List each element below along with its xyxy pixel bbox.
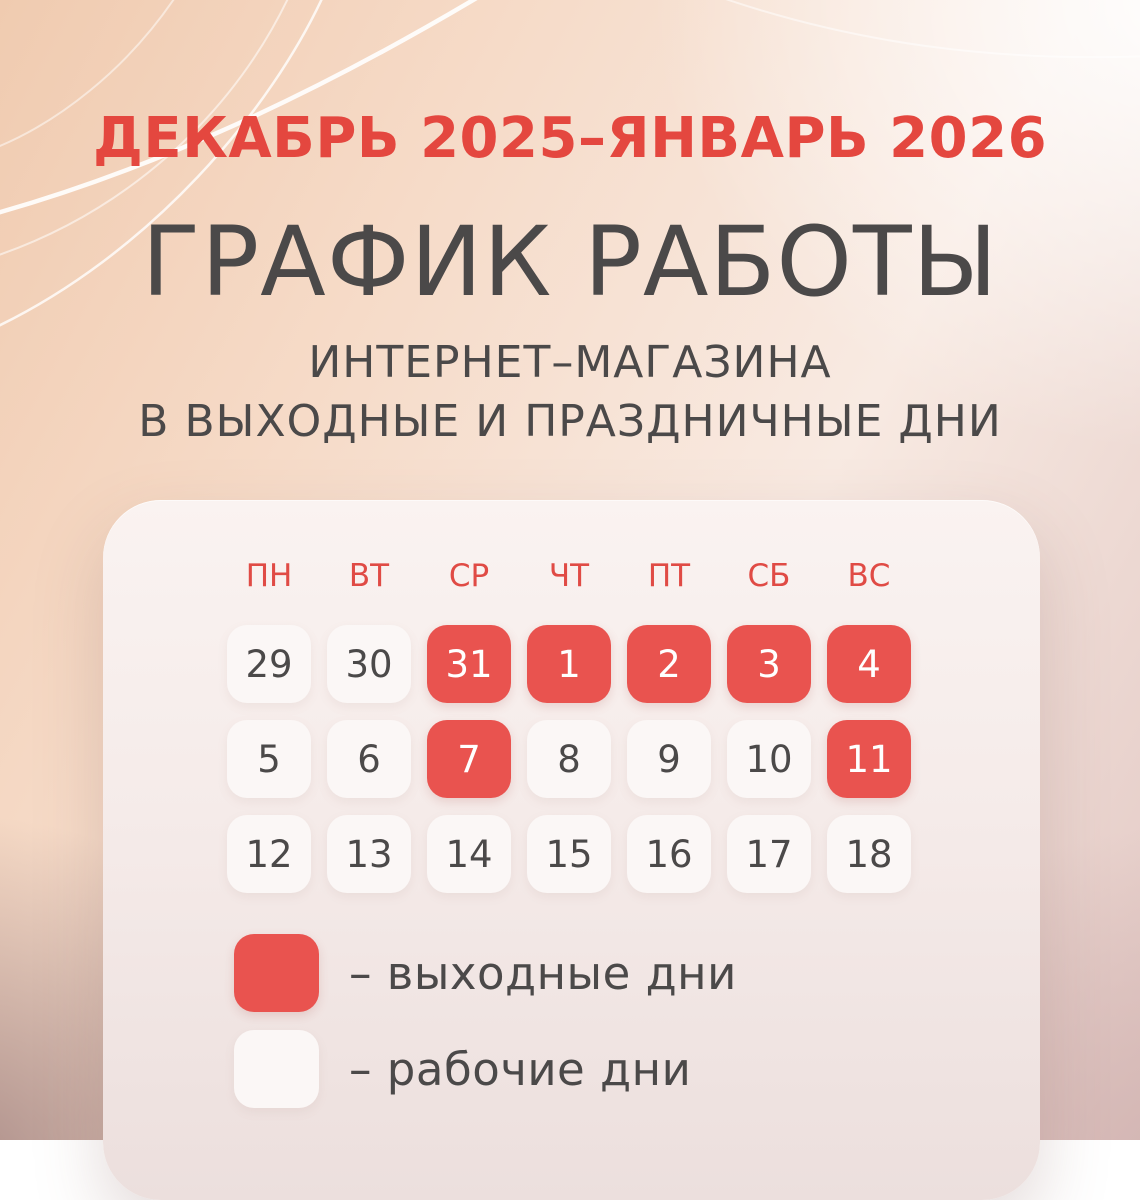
day-cell-7: 7 (427, 720, 511, 798)
legend-swatch-day-off (234, 934, 319, 1012)
day-cell-29: 29 (227, 625, 311, 703)
day-cell-13: 13 (327, 815, 411, 893)
day-cell-9: 9 (627, 720, 711, 798)
day-cell-3: 3 (727, 625, 811, 703)
weekday-label-1: ПН (245, 558, 293, 594)
weekday-label-2: ВТ (348, 558, 390, 594)
page-title: ГРАФИК РАБОТЫ (141, 206, 999, 318)
day-cell-15: 15 (527, 815, 611, 893)
day-cell-14: 14 (427, 815, 511, 893)
weekday-header-row (227, 554, 911, 598)
day-cell-5: 5 (227, 720, 311, 798)
legend (234, 934, 737, 1126)
day-cell-31: 31 (427, 625, 511, 703)
day-cell-12: 12 (227, 815, 311, 893)
weekday-label-6: СБ (747, 558, 791, 594)
subtitle-line-1: ИНТЕРНЕТ–МАГАЗИНА (308, 337, 832, 388)
day-cell-10: 10 (727, 720, 811, 798)
calendar-card (103, 500, 1040, 1200)
legend-swatch-working-day (234, 1030, 319, 1108)
legend-item-working-days (234, 1030, 737, 1108)
day-cell-8: 8 (527, 720, 611, 798)
day-cell-16: 16 (627, 815, 711, 893)
day-cell-1: 1 (527, 625, 611, 703)
day-cell-4: 4 (827, 625, 911, 703)
legend-label-days-off: – выходные дни (349, 946, 737, 1000)
day-cell-18: 18 (827, 815, 911, 893)
weekday-label-7: ВС (847, 558, 891, 594)
day-cell-30: 30 (327, 625, 411, 703)
date-range-heading: ДЕКАБРЬ 2025–ЯНВАРЬ 2026 (92, 106, 1048, 171)
legend-label-working-days: – рабочие дни (349, 1042, 692, 1096)
subtitle (0, 334, 1140, 451)
day-cell-17: 17 (727, 815, 811, 893)
weekday-label-5: ПТ (647, 558, 691, 594)
legend-item-days-off (234, 934, 737, 1012)
weekday-label-3: СР (448, 558, 490, 594)
weekday-label-4: ЧТ (548, 558, 590, 594)
day-cell-2: 2 (627, 625, 711, 703)
calendar-grid (227, 625, 911, 893)
day-cell-6: 6 (327, 720, 411, 798)
day-cell-11: 11 (827, 720, 911, 798)
subtitle-line-2: В ВЫХОДНЫЕ И ПРАЗДНИЧНЫЕ ДНИ (138, 395, 1002, 447)
